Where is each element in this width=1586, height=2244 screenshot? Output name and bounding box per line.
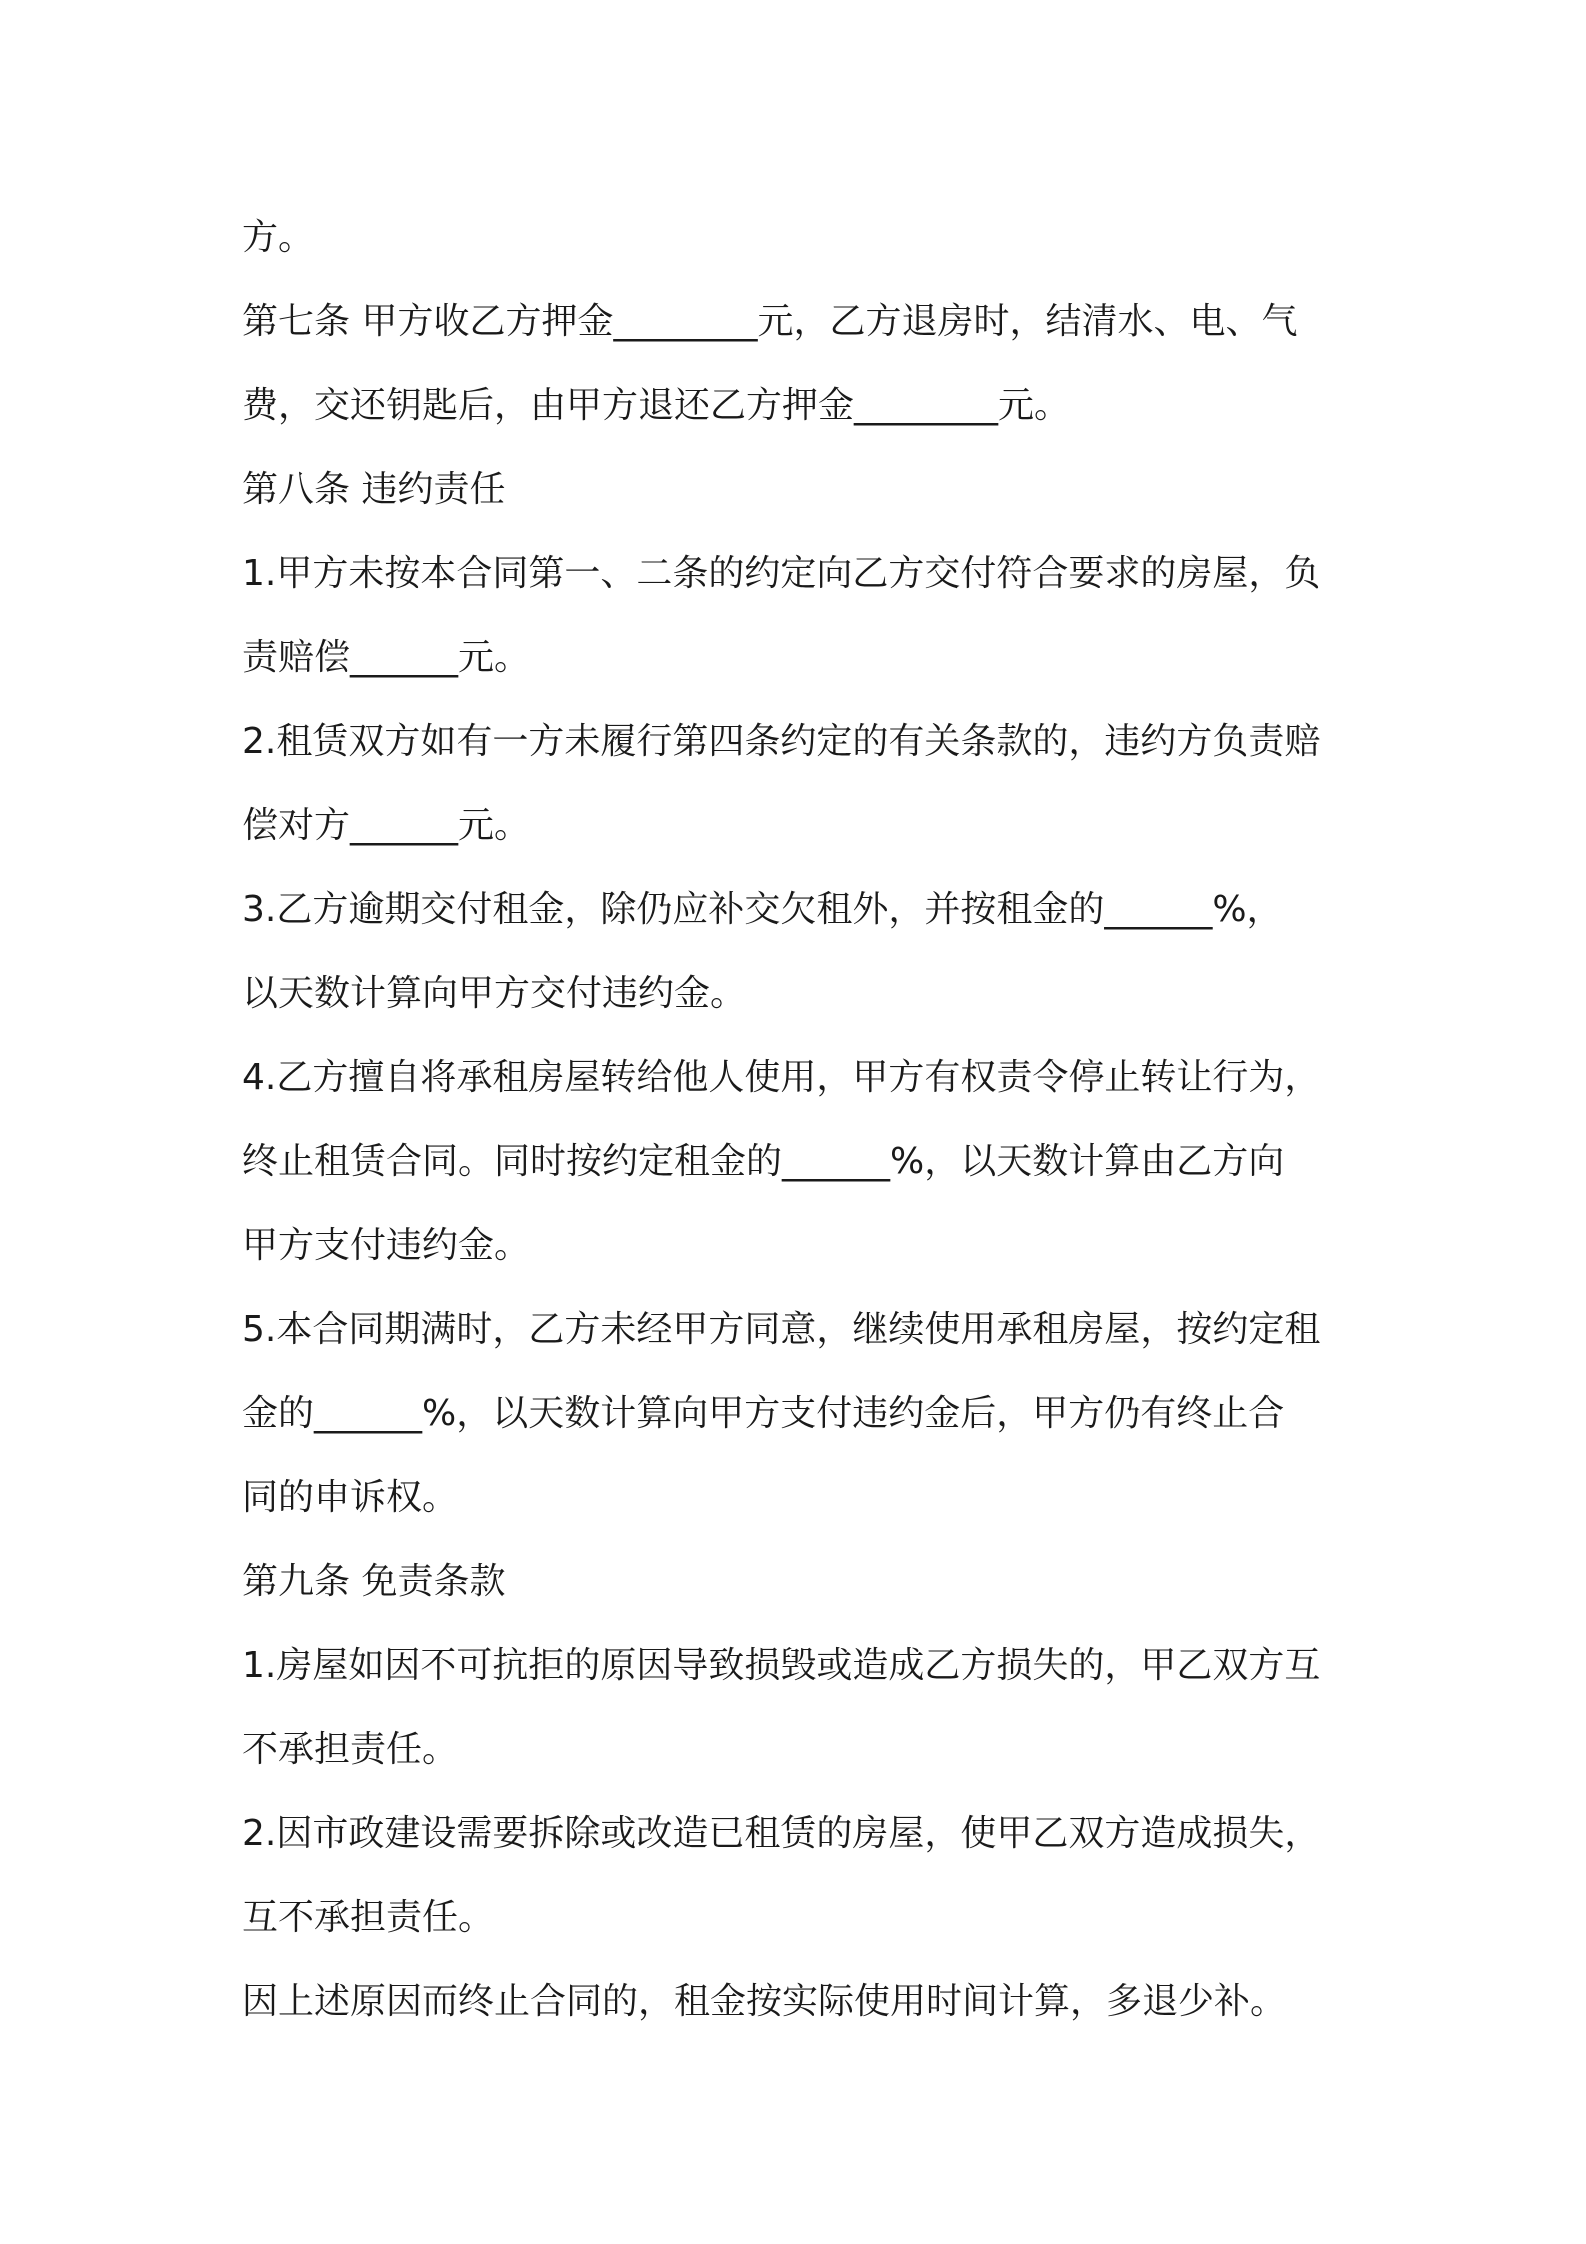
clause-9-1-line-2: 不承担责任。 <box>242 1729 459 1770</box>
clause-9-2-line-2: 互不承担责任。 <box>242 1897 495 1938</box>
text-line: 方。 <box>242 217 315 258</box>
clause-8-2-line-1: 2.租赁双方如有一方未履行第四条约定的有关条款的，违约方负责赔 <box>242 721 1321 762</box>
clause-8-4-line-2: 终止租赁合同。同时按约定租金的______%，以天数计算由乙方向 <box>242 1141 1285 1182</box>
clause-8-2-line-2: 偿对方______元。 <box>242 805 531 846</box>
clause-8-5-line-1: 5.本合同期满时，乙方未经甲方同意，继续使用承租房屋，按约定租 <box>242 1309 1321 1350</box>
clause-8-4-line-1: 4.乙方擅自将承租房屋转给他人使用，甲方有权责令停止转让行为， <box>242 1057 1321 1098</box>
clause-9-2-line-1: 2.因市政建设需要拆除或改造已租赁的房屋，使甲乙双方造成损失， <box>242 1813 1321 1854</box>
clause-8-4-line-3: 甲方支付违约金。 <box>242 1225 531 1266</box>
document-body <box>242 196 1362 2044</box>
clause-8-1-line-1: 1.甲方未按本合同第一、二条的约定向乙方交付符合要求的房屋，负 <box>242 553 1321 594</box>
clause-9-1-line-1: 1.房屋如因不可抗拒的原因导致损毁或造成乙方损失的，甲乙双方互 <box>242 1645 1321 1686</box>
article-7-line-1: 第七条 甲方收乙方押金________元，乙方退房时，结清水、电、气 <box>242 301 1298 342</box>
clause-8-5-line-3: 同的申诉权。 <box>242 1477 459 1518</box>
clause-8-5-line-2: 金的______%，以天数计算向甲方支付违约金后，甲方仍有终止合 <box>242 1393 1285 1434</box>
clause-8-3-line-2: 以天数计算向甲方交付违约金。 <box>242 973 747 1014</box>
clause-8-1-line-2: 责赔偿______元。 <box>242 637 531 678</box>
clause-8-3-line-1: 3.乙方逾期交付租金，除仍应补交欠租外，并按租金的______%， <box>242 889 1283 930</box>
closing-paragraph: 因上述原因而终止合同的，租金按实际使用时间计算，多退少补。 <box>242 1981 1287 2022</box>
article-8-heading: 第八条 违约责任 <box>242 469 506 510</box>
article-9-heading: 第九条 免责条款 <box>242 1561 506 1602</box>
article-7-line-2: 费，交还钥匙后，由甲方退还乙方押金________元。 <box>242 385 1071 426</box>
